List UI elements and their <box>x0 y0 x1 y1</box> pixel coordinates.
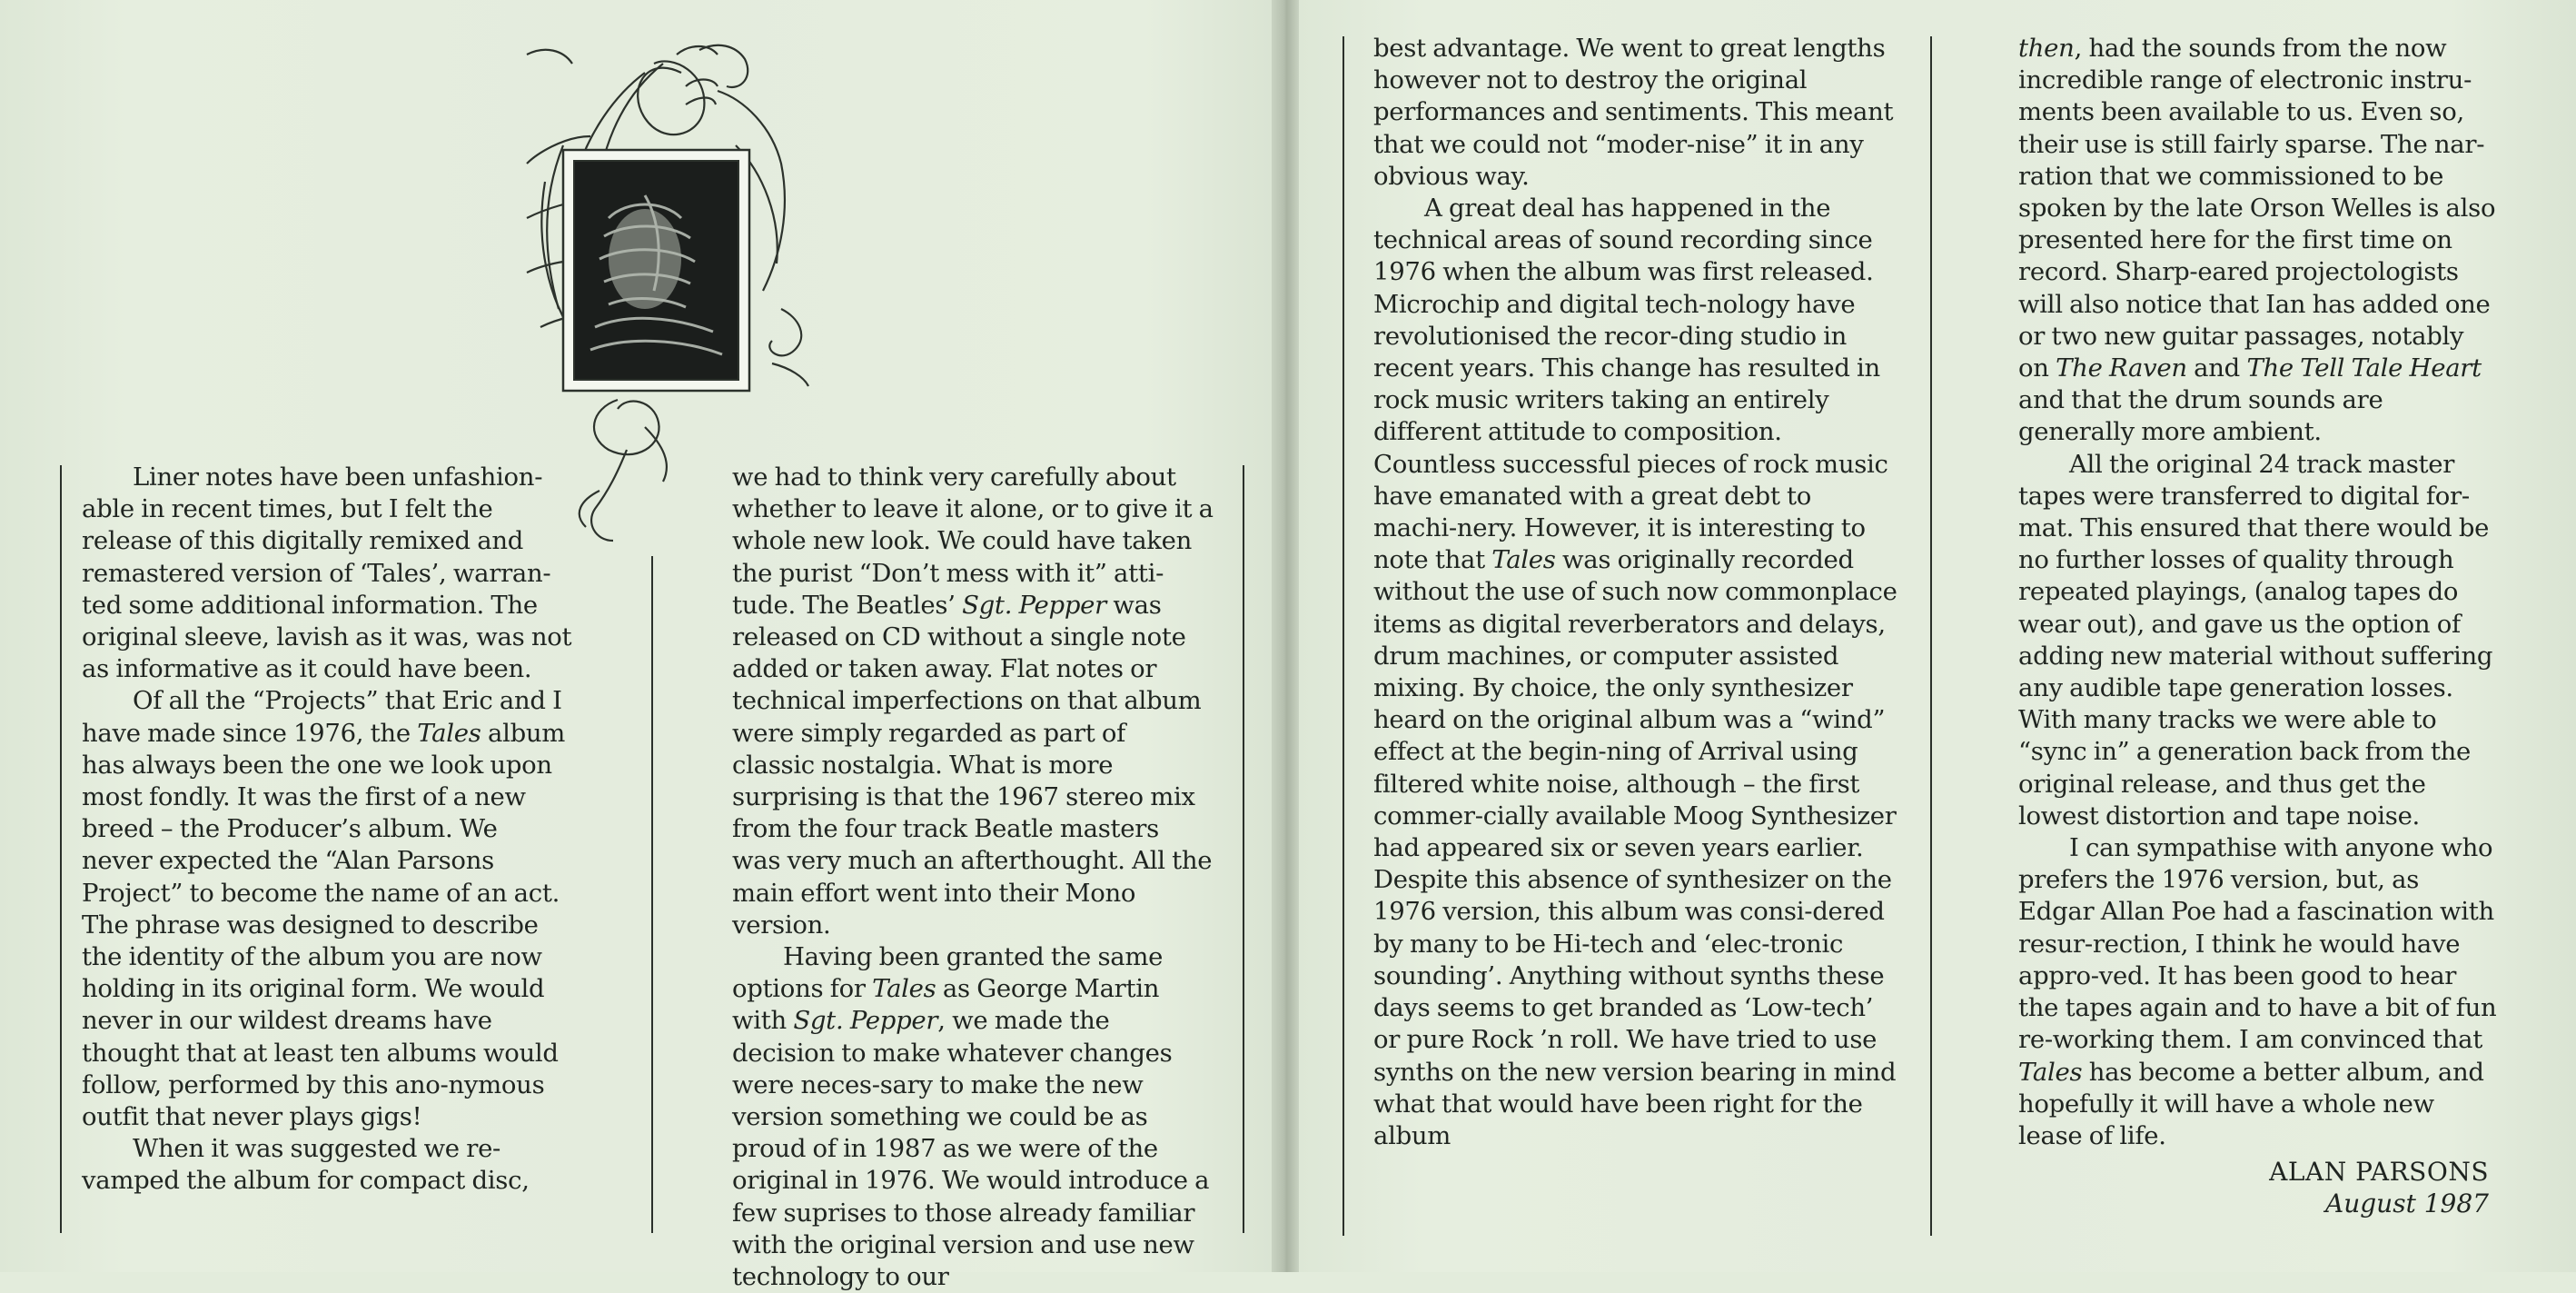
paragraph: Having been granted the same options for Tales as George Martin with Sgt. Pepper, we made the decision to make whatever changes were neces-sary to make the new version something we could be as proud of in 1987 as we were of the original in 1976. We would introduce a few suprises to those already familiar with the original version and use new technology to our <box>732 942 1210 1292</box>
column-rule-page-right-start <box>1342 36 1344 1236</box>
paragraph: I can sympathise with anyone who prefers the 1976 version, but, as Edgar Allan Poe had a fascination with resur-rection, I think he would have appro-ved. It has been good to hear the tapes again and to have a bit of fun re-working them. I am convinced that Tales has become a better album, and hopefully it will have a whole new lease of life. <box>2018 833 2497 1150</box>
author-name: ALAN PARSONS <box>2269 1157 2489 1187</box>
paragraph: Liner notes have been unfashion-able in recent times, but I felt the release of this digitally remixed and remastered version of ‘Tales’, warran-ted some additional information. The original sleeve, lavish as it was, was not as informative as it could have been. <box>82 462 572 684</box>
column-rule-center-right <box>1930 36 1932 1236</box>
paragraph: A great deal has happened in the technical areas of sound recording since 1976 when the album was first released. Microchip and digital tech-nology have revolutionised the recor-ding studio in recent years. This change has resulted in rock music writers taking an entirely different attitude to composition. Countless successful pieces of rock music have emanated with a great debt to machi-nery. However, it is interesting to note that Tales was originally recorded without the use of such now commonplace items as digital reverberators and delays, drum machines, or computer assisted mixing. By choice, the only synthesizer heard on the original album was a “wind” effect at the begin-ning of Arrival using filtered white noise, although – the first commer-cially available Moog Synthesizer had appeared six or seven years earlier. Despite this absence of synthesizer on the 1976 version, this album was consi-dered by many to be Hi-tech and ‘elec-tronic sounding’. Anything without synths these days seems to get branded as ‘Low-tech’ or pure Rock ’n roll. We have tried to use synths on the new version bearing in mind what that would have been right for the album <box>1373 194 1897 1150</box>
text-column-2 <box>732 462 1214 1293</box>
portrait-frame <box>563 150 749 391</box>
booklet-gutter <box>1272 0 1299 1272</box>
signature-date: August 1987 <box>2325 1189 2489 1218</box>
text-column-1 <box>82 462 572 1198</box>
text-column-3 <box>1373 33 1900 1152</box>
column-rule-left <box>60 465 62 1233</box>
signature-block <box>2216 1156 2489 1219</box>
text-column-4 <box>2018 33 2500 1152</box>
paragraph: Of all the “Projects” that Eric and I have made since 1976, the Tales album has always been the one we look upon most fondly. It was the first of a new breed – the Producer’s album. We never expected the “Alan Parsons Project” to become the name of an act. The phrase was designed to describe the identity of the album you are now holding in its original form. We would never in our wildest dreams have thought that at least ten albums would follow, performed by this ano-nymous outfit that never plays gigs! <box>82 686 566 1132</box>
column-rule-page-right-left <box>1243 465 1244 1233</box>
paragraph: When it was suggested we re-vamped the album for compact disc, <box>82 1134 530 1196</box>
paragraph: then, had the sounds from the now incredible range of electronic instru-ments been available to us. Even so, their use is still fairly sparse. The nar-ration that we commissioned to be spoken by the late Orson Welles is also presented here for the first time on record. Sharp-eared projectologists will also notice that Ian has added one or two new guitar passages, notably on The Raven and The Tell Tale Heart and that the drum sounds are generally more ambient. <box>2018 34 2496 447</box>
paragraph: best advantage. We went to great lengths however not to destroy the original performances and sentiments. This meant that we could not “moder-nise” it in any obvious way. <box>1373 34 1894 191</box>
column-rule-middle-left <box>651 556 653 1233</box>
paragraph: we had to think very carefully about whether to leave it alone, or to give it a whole new look. We could have taken the purist “Don’t mess with it” atti-tude. The Beatles’ Sgt. Pepper was released on CD without a single note added or taken away. Flat notes or technical imperfections on that album were simply regarded as part of classic nostalgia. What is more surprising is that the 1967 stereo mix from the four track Beatle masters was very much an afterthought. All the main effort went into their Mono version. <box>732 462 1214 940</box>
paragraph: All the original 24 track master tapes were transferred to digital for-mat. This ensured that there would be no further losses of quality through repeated playings, (analog tapes do wear out), and gave us the option of adding new material without suffering any audible tape generation losses. With many tracks we were able to “sync in” a generation back from the original release, and thus get the lowest distortion and tape noise. <box>2018 449 2493 831</box>
